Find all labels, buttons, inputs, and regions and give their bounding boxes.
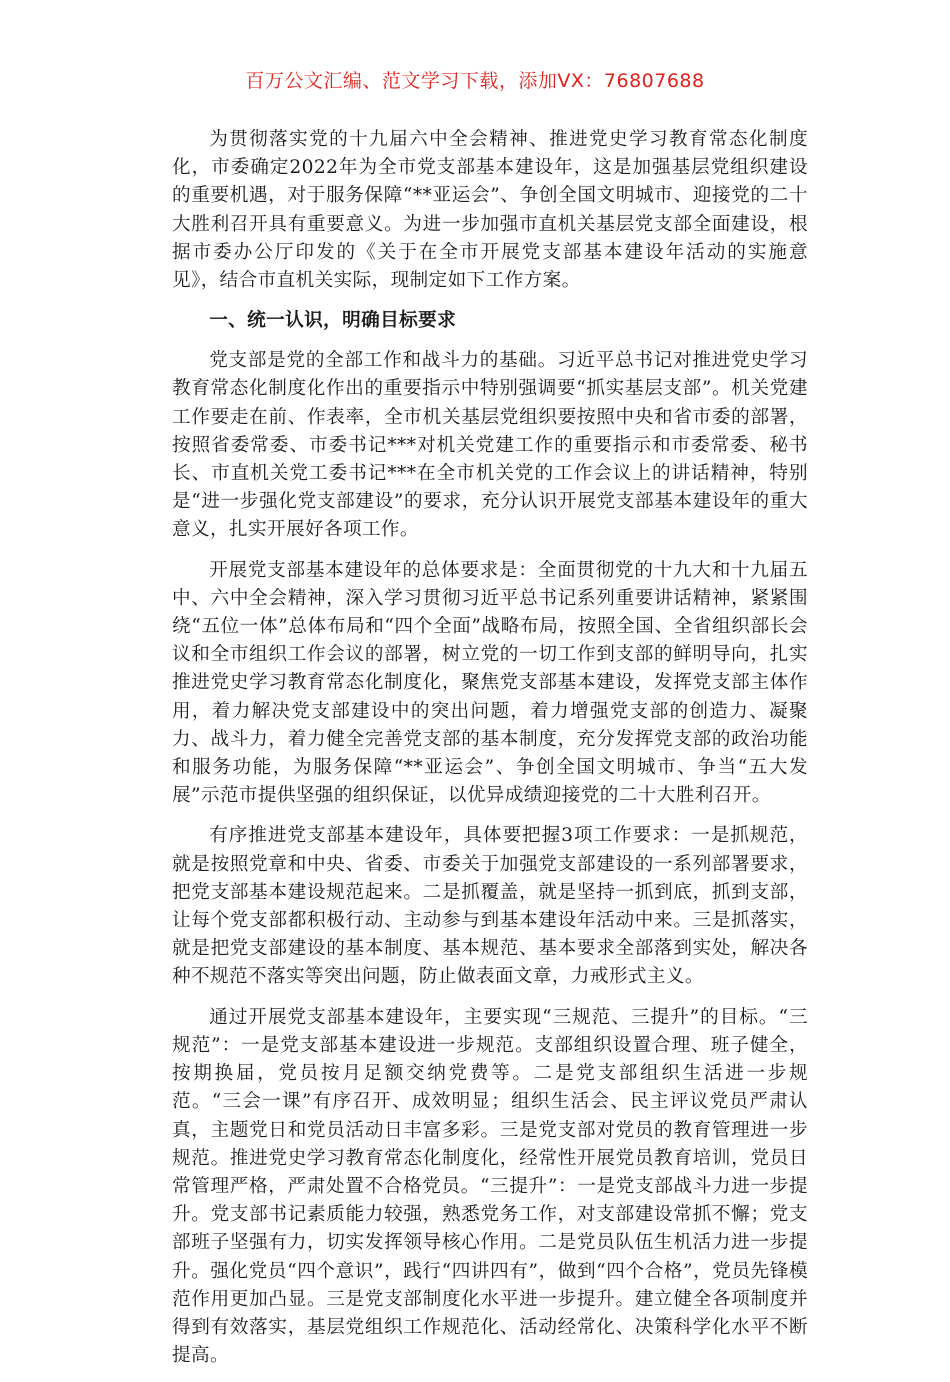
- intro-paragraph: 为贯彻落实党的十九届六中全会精神、推进党史学习教育常态化制度化，市委确定2022年为全市党支部基本建设年，这是加强基层党组织建设的重要机遇，对于服务保障“**亚运会”、争创全国文明城市、迎接党的二十大胜利召开具有重要意义。为进一步加强市直机关基层党支部全面建设，根据市委办公厅印发的《关于在全市开展党支部基本建设年活动的实施意见》，结合市直机关实际，现制定如下工作方案。: [172, 129, 808, 292]
- download-banner: 百万公文汇编、范文学习下载，添加VX：76807688: [245, 70, 705, 92]
- body-paragraph: 党支部是党的全部工作和战斗力的基础。习近平总书记对推进党史学习教育常态化制度化作出的重要指示中特别强调要“抓实基层支部”。机关党建工作要走在前、作表率，全市机关基层党组织要按照中央和省市委的部署，按照省委常委、市委书记***对机关党建工作的重要指示和市委常委、秘书长、市直机关党工委书记***在全市机关党的工作会议上的讲话精神，特别是“进一步强化党支部建设”的要求，充分认识开展党支部基本建设年的重大意义，扎实开展好各项工作。: [172, 350, 808, 541]
- section-heading: 一、统一认识，明确目标要求: [209, 310, 457, 332]
- document-body: [172, 126, 808, 1382]
- body-paragraph: 开展党支部基本建设年的总体要求是：全面贯彻党的十九大和十九届五中、六中全会精神，深入学习贯彻习近平总书记系列重要讲话精神，紧紧围绕“五位一体”总体布局和“四个全面”战略布局，按照全国、全省组织部长会议和全市组织工作会议的部署，树立党的一切工作到支部的鲜明导向，扎实推进党史学习教育常态化制度化，聚焦党支部基本建设，发挥党支部主体作用，着力解决党支部建设中的突出问题，着力增强党支部的创造力、凝聚力、战斗力，着力健全完善党支部的基本制度，充分发挥党支部的政治功能和服务功能，为服务保障“**亚运会”、争创全国文明城市、争当“五大发展”示范市提供坚强的组织保证，以优异成绩迎接党的二十大胜利召开。: [172, 559, 808, 807]
- body-paragraph: 有序推进党支部基本建设年，具体要把握3项工作要求：一是抓规范，就是按照党章和中央、省委、市委关于加强党支部建设的一系列部署要求，把党支部基本建设规范起来。二是抓覆盖，就是坚持一抓到底，抓到支部，让每个党支部都积极行动、主动参与到基本建设年活动中来。三是抓落实，就是把党支部建设的基本制度、基本规范、基本要求全部落到实处，解决各种不规范不落实等突出问题，防止做表面文章，力戒形式主义。: [172, 825, 808, 988]
- body-paragraph: 通过开展党支部基本建设年，主要实现“三规范、三提升”的目标。“三规范”：一是党支部基本建设进一步规范。支部组织设置合理、班子健全，按期换届，党员按月足额交纳党费等。二是党支部组织生活进一步规范。“三会一课”有序召开、成效明显；组织生活会、民主评议党员严肃认真，主题党日和党员活动日丰富多彩。三是党支部对党员的教育管理进一步规范。推进党史学习教育常态化制度化，经常性开展党员教育培训，党员日常管理严格，严肃处置不合格党员。“三提升”：一是党支部战斗力进一步提升。党支部书记素质能力较强，熟悉党务工作，对支部建设常抓不懈；党支部班子坚强有力，切实发挥领导核心作用。二是党员队伍生机活力进一步提升。强化党员“四个意识”，践行“四讲四有”，做到“四个合格”，党员先锋模范作用更加凸显。三是党支部制度化水平进一步提升。建立健全各项制度并得到有效落实，基层党组织工作规范化、活动经常化、决策科学化水平不断提高。: [172, 1006, 808, 1367]
